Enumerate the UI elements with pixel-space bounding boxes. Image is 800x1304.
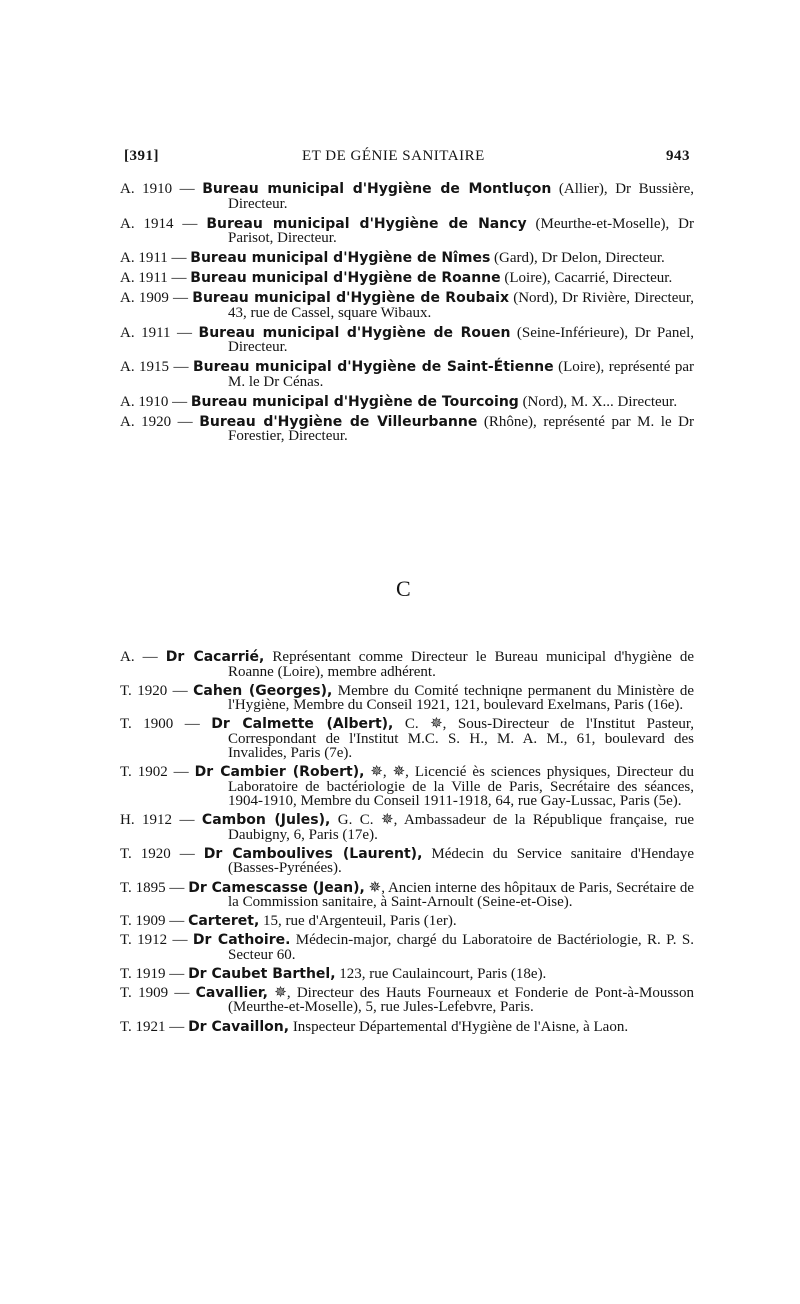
section-heading-c: C [396, 576, 411, 601]
list-entry [120, 360, 694, 389]
entry-details: (Nord), Dr Rivière, Directeur, 43, rue de Cassel, square Wibaux. [228, 290, 694, 321]
entry-prefix: T. 1902 — [120, 764, 195, 781]
entry-name: Dr Camescasse (Jean), [188, 879, 365, 896]
section-c-list [120, 650, 694, 1039]
entry-prefix: T. 1900 — [120, 716, 212, 733]
entry-details: Représentant comme Directeur le Bureau municipal d'hygiène de Roanne (Loire), membre adhérent. [228, 649, 694, 680]
entry-details: (Meurthe-et-Moselle), Dr Parisot, Directeur. [228, 215, 694, 246]
entry-prefix: A. — [120, 649, 166, 665]
entry-name: Dr Cavaillon, [188, 1018, 290, 1035]
entry-prefix: A. 1910 — [120, 181, 203, 197]
entry-details: ✵, Directeur des Hauts Fourneaux et Fonderie de Pont-à-Mousson (Meurthe-et-Moselle), 5, rue Jules-Lefebvre, Paris. [228, 984, 694, 1016]
entry-details: ✵, Ancien interne des hôpitaux de Paris, Secrétaire de la Commission sanitaire, à Saint-Arnoult (Seine-et-Oise). [228, 879, 694, 911]
list-entry [120, 326, 694, 355]
entry-name: Dr Camboulives (Laurent), [203, 845, 423, 862]
entry-details: Médecin-major, chargé du Laboratoire de Bactériologie, R. P. S. Secteur 60. [228, 932, 694, 963]
entry-details: (Rhône), représenté par M. le Dr Forestier, Directeur. [228, 413, 694, 444]
list-entry [120, 1020, 694, 1035]
entry-prefix: T. 1921 — [120, 1018, 189, 1035]
list-entry [120, 684, 694, 713]
entry-name: Bureau d'Hygiène de Villeurbanne [199, 413, 478, 430]
list-entry [120, 967, 694, 982]
list-entry [120, 251, 694, 266]
entry-details: Médecin du Service sanitaire d'Hendaye (Basses-Pyrénées). [228, 845, 694, 877]
list-entry [120, 395, 694, 410]
entry-name: Dr Cacarrié, [165, 649, 265, 665]
entry-prefix: A. 1909 — [120, 290, 193, 306]
entry-details: C. ✵, Sous-Directeur de l'Institut Pasteur, Correspondant de l'Institut M.C. S. H., M. A. M., 61, boulevard des Invalides, Paris (7e). [228, 716, 694, 762]
entry-name: Bureau municipal d'Hygiène de Roubaix [192, 290, 509, 306]
list-entry [120, 986, 694, 1015]
entry-name: Bureau municipal d'Hygiène de Nancy [206, 215, 527, 232]
entry-prefix: H. 1912 — [120, 812, 202, 829]
entry-name: Cambon (Jules), [201, 812, 331, 829]
entry-details: Membre du Comité techniqne permanent du Ministère de l'Hygiène, Membre du Conseil 1921, 121, boulevard Exelmans, Paris (16e). [228, 682, 694, 714]
list-entry [120, 415, 694, 444]
entry-name: Bureau municipal d'Hygiène de Rouen [198, 324, 511, 341]
entry-details: (Seine-Inférieure), Dr Panel, Directeur. [228, 324, 695, 355]
entry-details: (Allier), Dr Bussière, Directeur. [228, 181, 694, 212]
page-header [124, 148, 690, 170]
entry-prefix: T. 1920 — [120, 845, 204, 862]
entry-details: (Loire), Cacarrié, Directeur. [500, 270, 673, 286]
entry-prefix: A. 1911 — [120, 324, 199, 341]
page-number: 943 [666, 148, 690, 164]
entry-prefix: A. 1911 — [120, 250, 191, 266]
entry-details: (Nord), M. X... Directeur. [518, 393, 678, 410]
section-a-list [120, 182, 694, 449]
entry-name: Bureau municipal d'Hygiène de Montluçon [202, 181, 552, 197]
list-entry [120, 914, 694, 929]
list-entry [120, 650, 694, 679]
entry-name: Bureau municipal d'Hygiène de Roanne [190, 270, 501, 286]
entry-prefix: A. 1915 — [120, 359, 193, 375]
list-entry [120, 217, 694, 246]
list-entry [120, 182, 694, 211]
entry-details: Inspecteur Départemental d'Hygiène de l'Aisne, à Laon. [289, 1018, 629, 1035]
entry-name: Dr Caubet Barthel, [188, 965, 336, 982]
entry-prefix: A. 1914 — [120, 215, 207, 232]
list-entry [120, 881, 694, 910]
list-entry [120, 717, 694, 761]
entry-name: Cavallier, [195, 984, 268, 1001]
entry-details: 15, rue d'Argenteuil, Paris (1er). [259, 913, 457, 930]
entry-name: Dr Cathoire. [192, 932, 291, 949]
page-bracket-number: [391] [124, 148, 159, 164]
entry-name: Bureau municipal d'Hygiène de Saint-Étienne [192, 359, 554, 375]
entry-details: (Loire), représenté par M. le Dr Cénas. [228, 359, 694, 390]
list-entry [120, 933, 694, 962]
entry-name: Bureau municipal d'Hygiène de Tourcoing [190, 393, 519, 410]
entry-prefix: T. 1912 — [120, 932, 193, 949]
entry-prefix: T. 1895 — [120, 879, 189, 896]
entry-details: ✵, ✵, Licencié ès sciences physiques, Directeur du Laboratoire de bactériologie de la Ville de Paris, Secrétaire des séances, 1904-1910, Membre du Conseil 1911-1918, 64, rue Gay-Lussac, Paris (5e). [228, 764, 694, 810]
entry-prefix: A. 1920 — [120, 413, 200, 430]
list-entry [120, 271, 694, 286]
entry-details: 123, rue Caulaincourt, Paris (18e). [335, 965, 547, 982]
list-entry [120, 765, 694, 809]
entry-name: Cahen (Georges), [193, 682, 333, 699]
running-title: ET DE GÉNIE SANITAIRE [302, 148, 485, 164]
entry-details: G. C. ✵, Ambassadeur de la République française, rue Daubigny, 6, Paris (17e). [228, 812, 694, 843]
entry-details: (Gard), Dr Delon, Directeur. [490, 250, 665, 266]
entry-name: Bureau municipal d'Hygiène de Nîmes [190, 250, 491, 266]
entry-name: Dr Calmette (Albert), [211, 716, 394, 733]
entry-prefix: A. 1910 — [120, 393, 191, 410]
entry-name: Carteret, [188, 913, 260, 930]
entry-prefix: T. 1909 — [120, 984, 196, 1001]
list-entry [120, 847, 694, 876]
list-entry [120, 291, 694, 320]
entry-prefix: A. 1911 — [120, 270, 191, 286]
list-entry [120, 813, 694, 842]
entry-prefix: T. 1909 — [120, 913, 189, 930]
entry-name: Dr Cambier (Robert), [194, 764, 365, 781]
entry-prefix: T. 1919 — [120, 965, 189, 982]
entry-prefix: T. 1920 — [120, 682, 194, 699]
